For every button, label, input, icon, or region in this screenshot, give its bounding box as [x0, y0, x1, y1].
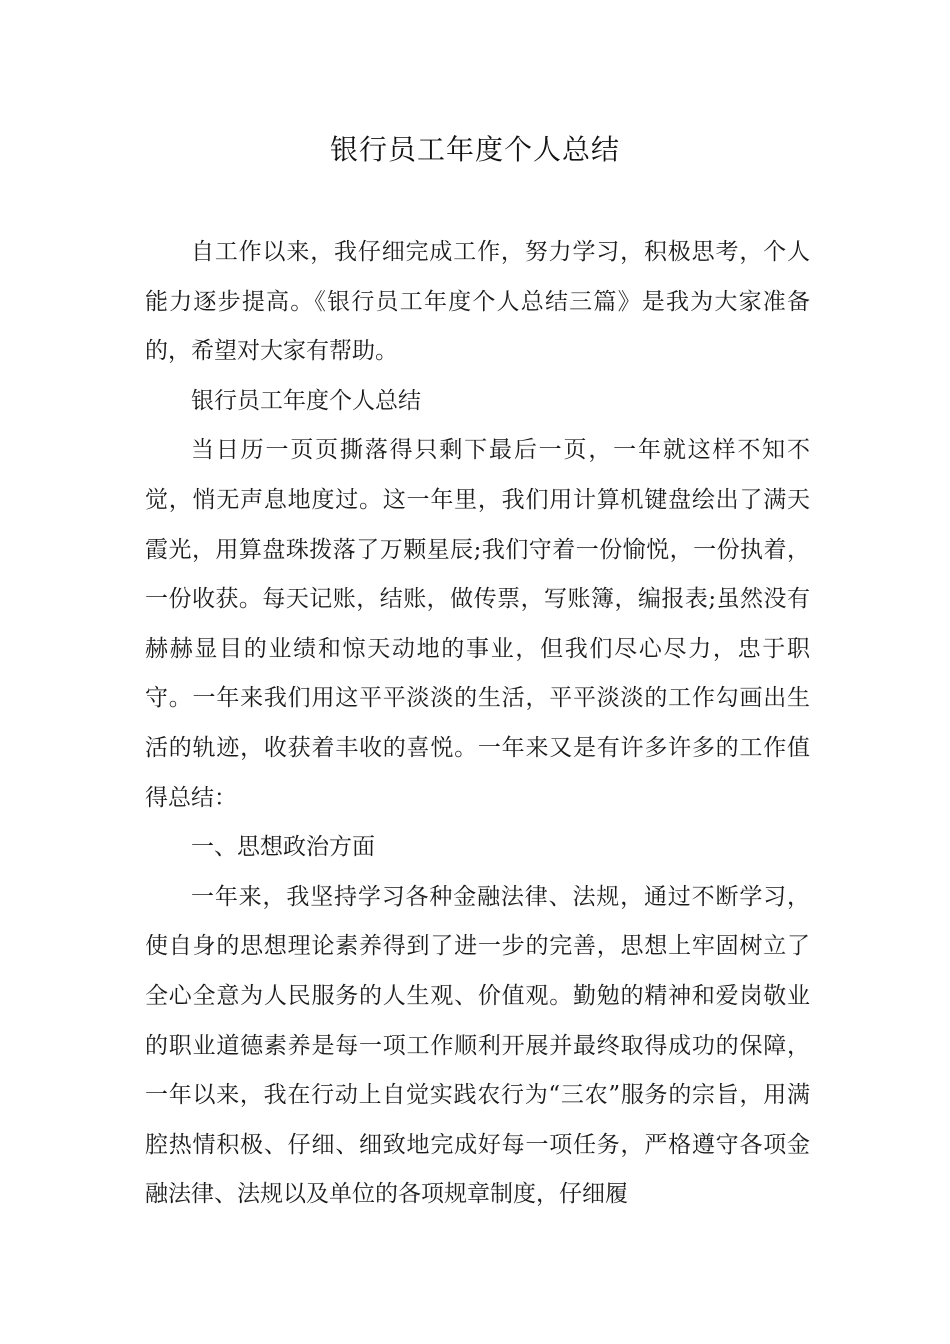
paragraph-year-review: 当日历一页页撕落得只剩下最后一页，一年就这样不知不觉，悄无声息地度过。这一年里，我们用计算机键盘绘出了满天霞光，用算盘珠拨落了万颗星辰;我们守着一份愉悦，一份执着，一份收获。每天记账，结账，做传票，写账簿，编报表;虽然没有赫赫显目的业绩和惊天动地的事业，但我们尽心尽力，忠于职守。一年来我们用这平平淡淡的生活，平平淡淡的工作勾画出生活的轨迹，收获着丰收的喜悦。一年来又是有许多许多的工作值得总结： [145, 437, 810, 811]
document-title: 银行员工年度个人总结 [329, 133, 620, 166]
document-body [145, 228, 810, 1220]
paragraph-political: 一年来，我坚持学习各种金融法律、法规，通过不断学习，使自身的思想理论素养得到了进一步的完善，思想上牢固树立了全心全意为人民服务的人生观、价值观。勤勉的精神和爱岗敬业的职业道德素养是每一项工作顺利开展并最终取得成功的保障，一年以来，我在行动上自觉实践农行为“三农”服务的宗旨，用满腔热情积极、仔细、细致地完成好每一项任务，严格遵守各项金融法律、法规以及单位的各项规章制度，仔细履 [145, 883, 810, 1208]
paragraph-subtitle: 银行员工年度个人总结 [191, 387, 421, 414]
section-heading-political: 一、思想政治方面 [191, 834, 375, 861]
paragraph-intro: 自工作以来，我仔细完成工作，努力学习，积极思考，个人能力逐步提高。《银行员工年度个人总结三篇》是我为大家准备的，希望对大家有帮助。 [145, 239, 810, 365]
